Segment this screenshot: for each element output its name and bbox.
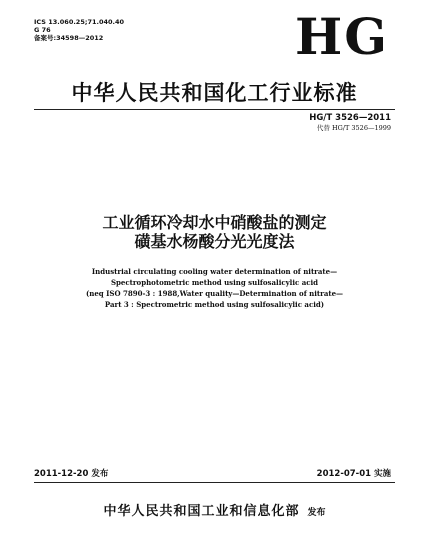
bottom-divider: [34, 482, 395, 483]
top-divider: [34, 109, 395, 110]
issue-date: 2011-12-20 发布: [34, 469, 109, 479]
publisher-line: [0, 500, 429, 521]
ccs-code: G 76: [34, 26, 51, 34]
implementation-date: 2012-07-01 实施: [316, 469, 391, 479]
chinese-title-line-2: 磺基水杨酸分光光度法: [134, 232, 295, 251]
ics-code: ICS 13.060.25;71.040.40: [34, 18, 125, 26]
hg-logo: HG: [295, 7, 389, 66]
english-title-line-1: Industrial circulating cooling water determination of nitrate—: [91, 267, 338, 276]
record-number: 备案号:34598—2012: [34, 34, 104, 42]
standard-type-title: 中华人民共和国化工行业标准: [71, 81, 358, 105]
english-title-line-2: Spectrophotometric method using sulfosalicylic acid: [110, 278, 319, 287]
english-title-line-3: (neq ISO 7890-3 : 1988,Water quality—Determination of nitrate—: [85, 289, 344, 298]
replaces-standard: 代替 HG/T 3526—1999: [316, 124, 391, 132]
chinese-title-line-1: 工业循环冷却水中硝酸盐的测定: [102, 213, 327, 232]
ministry-name: 中华人民共和国工业和信息化部: [103, 504, 300, 519]
publish-label: 发布: [307, 508, 326, 518]
english-title-line-4: Part 3 : Spectrometric method using sulfosalicylic acid): [104, 300, 325, 309]
standard-code: HG/T 3526—2011: [309, 113, 391, 123]
